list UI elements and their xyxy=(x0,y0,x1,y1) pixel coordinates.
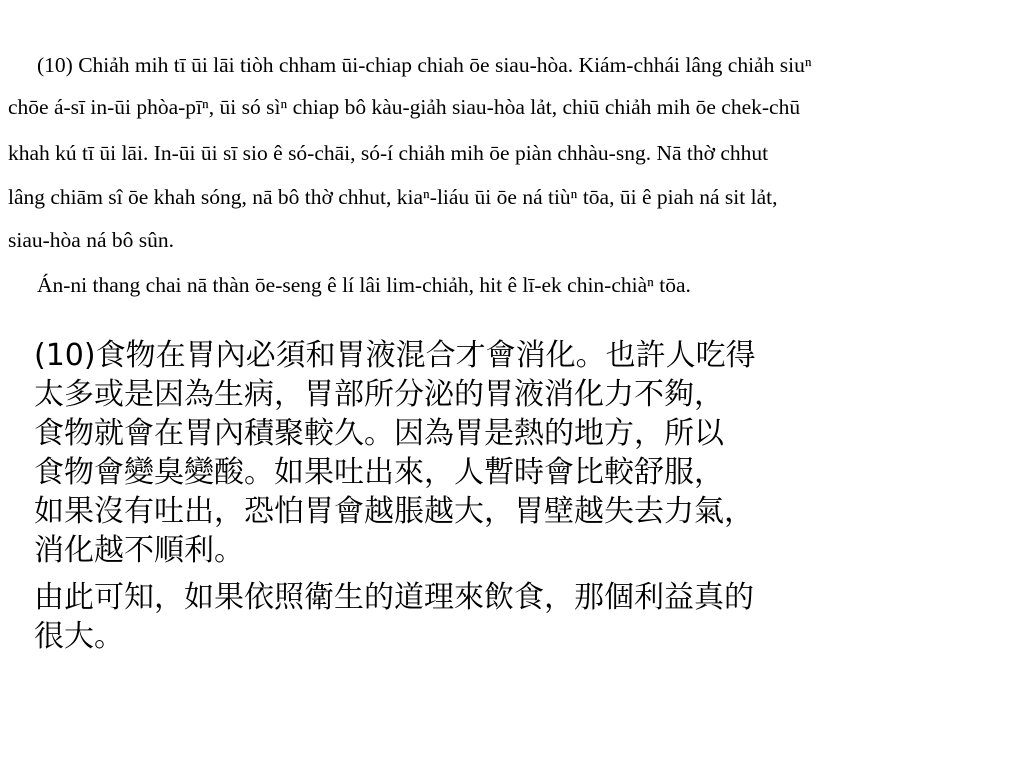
romanized-passage-image xyxy=(0,0,1024,305)
romanized-line-6: Án-ni thang chai nā thàn ōe-seng ê lí lâi lim-chiảh, hit ê lī-ek chin-chiàⁿ tōa. xyxy=(37,273,691,297)
translation-line: 由此可知，如果依照衛生的道理來飲食，那個利益真的 xyxy=(34,580,754,615)
translation-line: 食物會變臭變酸。如果吐出來，人暫時會比較舒服， xyxy=(34,455,724,490)
translation-line: (10)食物在胃內必須和胃液混合才會消化。也許人吃得 xyxy=(34,338,756,373)
romanized-line-3: khah kú tī ūi lāi. In-ūi ūi sī sio ê só-chāi, só-í chiảh mih ōe piàn chhàu-sng. Nā thờ chhut xyxy=(8,141,769,165)
romanized-line-4: lâng chiām sî ōe khah sóng, nā bô thờ chhut, kiaⁿ-liáu ūi ōe ná tiùⁿ tōa, ūi ê piah ná sit lảt, xyxy=(8,185,778,209)
translation-paragraph-1 xyxy=(34,336,984,570)
romanized-line-1: (10) Chiảh mih tī ūi lāi tiòh chham ūi-chiap chiah ōe siau-hòa. Kiám-chhái lâng chiảh siuⁿ xyxy=(37,53,812,77)
translation-line: 消化越不順利。 xyxy=(34,533,244,568)
translation-line: 食物就會在胃內積聚較久。因為胃是熱的地方，所以 xyxy=(34,416,724,451)
translation-line: 如果沒有吐出，恐怕胃會越脹越大，胃壁越失去力氣， xyxy=(34,494,754,529)
chinese-translation xyxy=(34,336,984,664)
translation-line: 很大。 xyxy=(34,619,124,654)
translation-line: 太多或是因為生病，胃部所分泌的胃液消化力不夠， xyxy=(34,377,724,412)
translation-paragraph-2 xyxy=(34,578,984,656)
romanized-line-2: chōe á-sī in-ūi phòa-pīⁿ, ūi só sìⁿ chiap bô kàu-giảh siau-hòa lảt, chiū chiảh mih ōe chek-chū xyxy=(8,95,801,119)
romanized-line-5: siau-hòa ná bô sûn. xyxy=(8,228,174,252)
